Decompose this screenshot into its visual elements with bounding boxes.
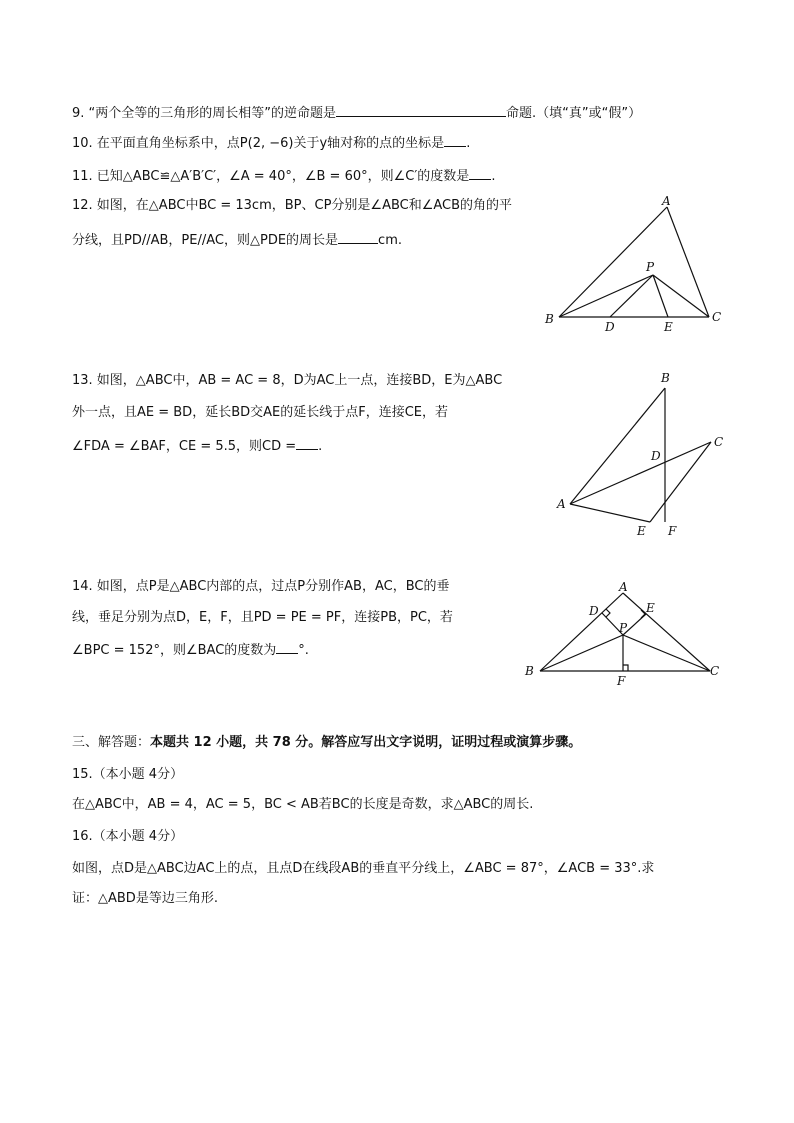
q14-right-angle-e xyxy=(641,610,645,618)
q14-line1: 14. 如图，点P是△ABC内部的点，过点P分别作AB，AC，BC的垂 xyxy=(72,579,450,594)
q12-label-p: P xyxy=(646,260,655,274)
q14-label-b: B xyxy=(525,664,534,678)
q14-label-f: F xyxy=(617,674,626,688)
q9-prefix: 9. “两个全等的三角形的周长相等”的逆命题是 xyxy=(72,106,337,121)
q12-label-a: A xyxy=(662,194,671,208)
q14-figure xyxy=(520,577,720,687)
q14-label-d: D xyxy=(589,604,599,618)
q16-header: 16.（本小题 4分） xyxy=(72,829,184,844)
q12-line2-prefix: 分线，且PD//AB，PE//AC，则△PDE的周长是 xyxy=(72,233,339,248)
q13-side-ab xyxy=(570,388,665,504)
q15-body: 在△ABC中，AB = 4，AC = 5，BC < AB若BC的长度是奇数，求△ABC的周长. xyxy=(72,797,534,812)
q12-unit: cm. xyxy=(378,233,402,248)
q13-figure xyxy=(550,370,730,540)
q16-line1: 如图，点D是△ABC边AC上的点，且点D在线段AB的垂直平分线上，∠ABC = 87°，∠ACB = 33°.求 xyxy=(72,861,655,876)
q14-answer-blank[interactable] xyxy=(276,641,298,654)
q14-line3-prefix: ∠BPC = 152°，则∠BAC的度数为 xyxy=(72,643,277,658)
q16-line2: 证：△ABD是等边三角形. xyxy=(72,891,218,906)
q13-end: . xyxy=(318,439,323,454)
q12-line1: 12. 如图，在△ABC中BC = 13cm，BP、CP分别是∠ABC和∠ACB的角的平 xyxy=(72,198,513,213)
q14-line3 xyxy=(72,641,309,659)
q14-right-angle-d xyxy=(606,609,610,617)
q11-answer-blank[interactable] xyxy=(469,167,491,180)
q13-label-b: B xyxy=(661,371,670,385)
section-3-instructions: 本题共 12 小题，共 78 分。解答应写出文字说明，证明过程或演算步骤。 xyxy=(150,735,582,750)
section-3-prefix: 三、解答题： xyxy=(72,735,151,750)
q13-side-ac xyxy=(570,442,711,504)
q14-right-angle-f xyxy=(623,665,628,671)
q12-segment-bp xyxy=(559,275,653,317)
q12-label-e: E xyxy=(664,320,673,334)
q12-label-c: C xyxy=(712,310,722,324)
q13-label-f: F xyxy=(668,524,677,538)
question-9 xyxy=(72,104,641,122)
q13-label-a: A xyxy=(557,497,566,511)
q15-header: 15.（本小题 4分） xyxy=(72,767,184,782)
q13-label-e: E xyxy=(637,524,646,538)
q10-answer-blank[interactable] xyxy=(444,134,466,147)
q13-label-c: C xyxy=(714,435,724,449)
q13-line2: 外一点，且AE = BD，延长BD交AE的延长线于点F，连接CE，若 xyxy=(72,405,448,420)
q12-line2 xyxy=(72,231,402,249)
q11-text: 11. 已知△ABC≌△A′B′C′，∠A = 40°，∠B = 60°，则∠C′的度数是 xyxy=(72,169,470,184)
q13-label-d: D xyxy=(651,449,661,463)
q14-label-e: E xyxy=(646,601,655,615)
q14-end: °. xyxy=(298,643,309,658)
q14-segment-pb xyxy=(540,635,623,671)
q12-label-b: B xyxy=(545,312,554,326)
q14-label-c: C xyxy=(710,664,720,678)
q9-suffix: 命题.（填“真”或“假”） xyxy=(506,106,642,121)
q14-label-a: A xyxy=(619,580,628,594)
q12-figure xyxy=(540,195,730,335)
q14-segment-pc xyxy=(623,635,710,671)
q14-label-p: P xyxy=(619,621,628,635)
q12-label-d: D xyxy=(605,320,615,334)
q13-answer-blank[interactable] xyxy=(296,437,318,450)
q11-end: . xyxy=(491,169,496,184)
question-11 xyxy=(72,167,495,185)
q13-line3 xyxy=(72,437,322,455)
q10-end: . xyxy=(466,136,471,151)
question-10 xyxy=(72,134,470,152)
section-3-header xyxy=(72,735,581,751)
q13-segment-af xyxy=(570,504,650,522)
q13-line1: 13. 如图，△ABC中，AB = AC = 8，D为AC上一点，连接BD，E为△ABC xyxy=(72,373,503,388)
q12-answer-blank[interactable] xyxy=(338,231,378,244)
q12-segment-pd xyxy=(610,275,653,317)
q14-side-ac xyxy=(623,593,710,671)
q9-answer-blank[interactable] xyxy=(336,104,506,117)
q13-line3-prefix: ∠FDA = ∠BAF，CE = 5.5，则CD = xyxy=(72,439,297,454)
q14-side-ab xyxy=(540,593,623,671)
q14-line2: 线，垂足分别为点D，E，F，且PD = PE = PF，连接PB，PC，若 xyxy=(72,610,453,625)
q10-text: 10. 在平面直角坐标系中，点P(2, −6)关于y轴对称的点的坐标是 xyxy=(72,136,445,151)
